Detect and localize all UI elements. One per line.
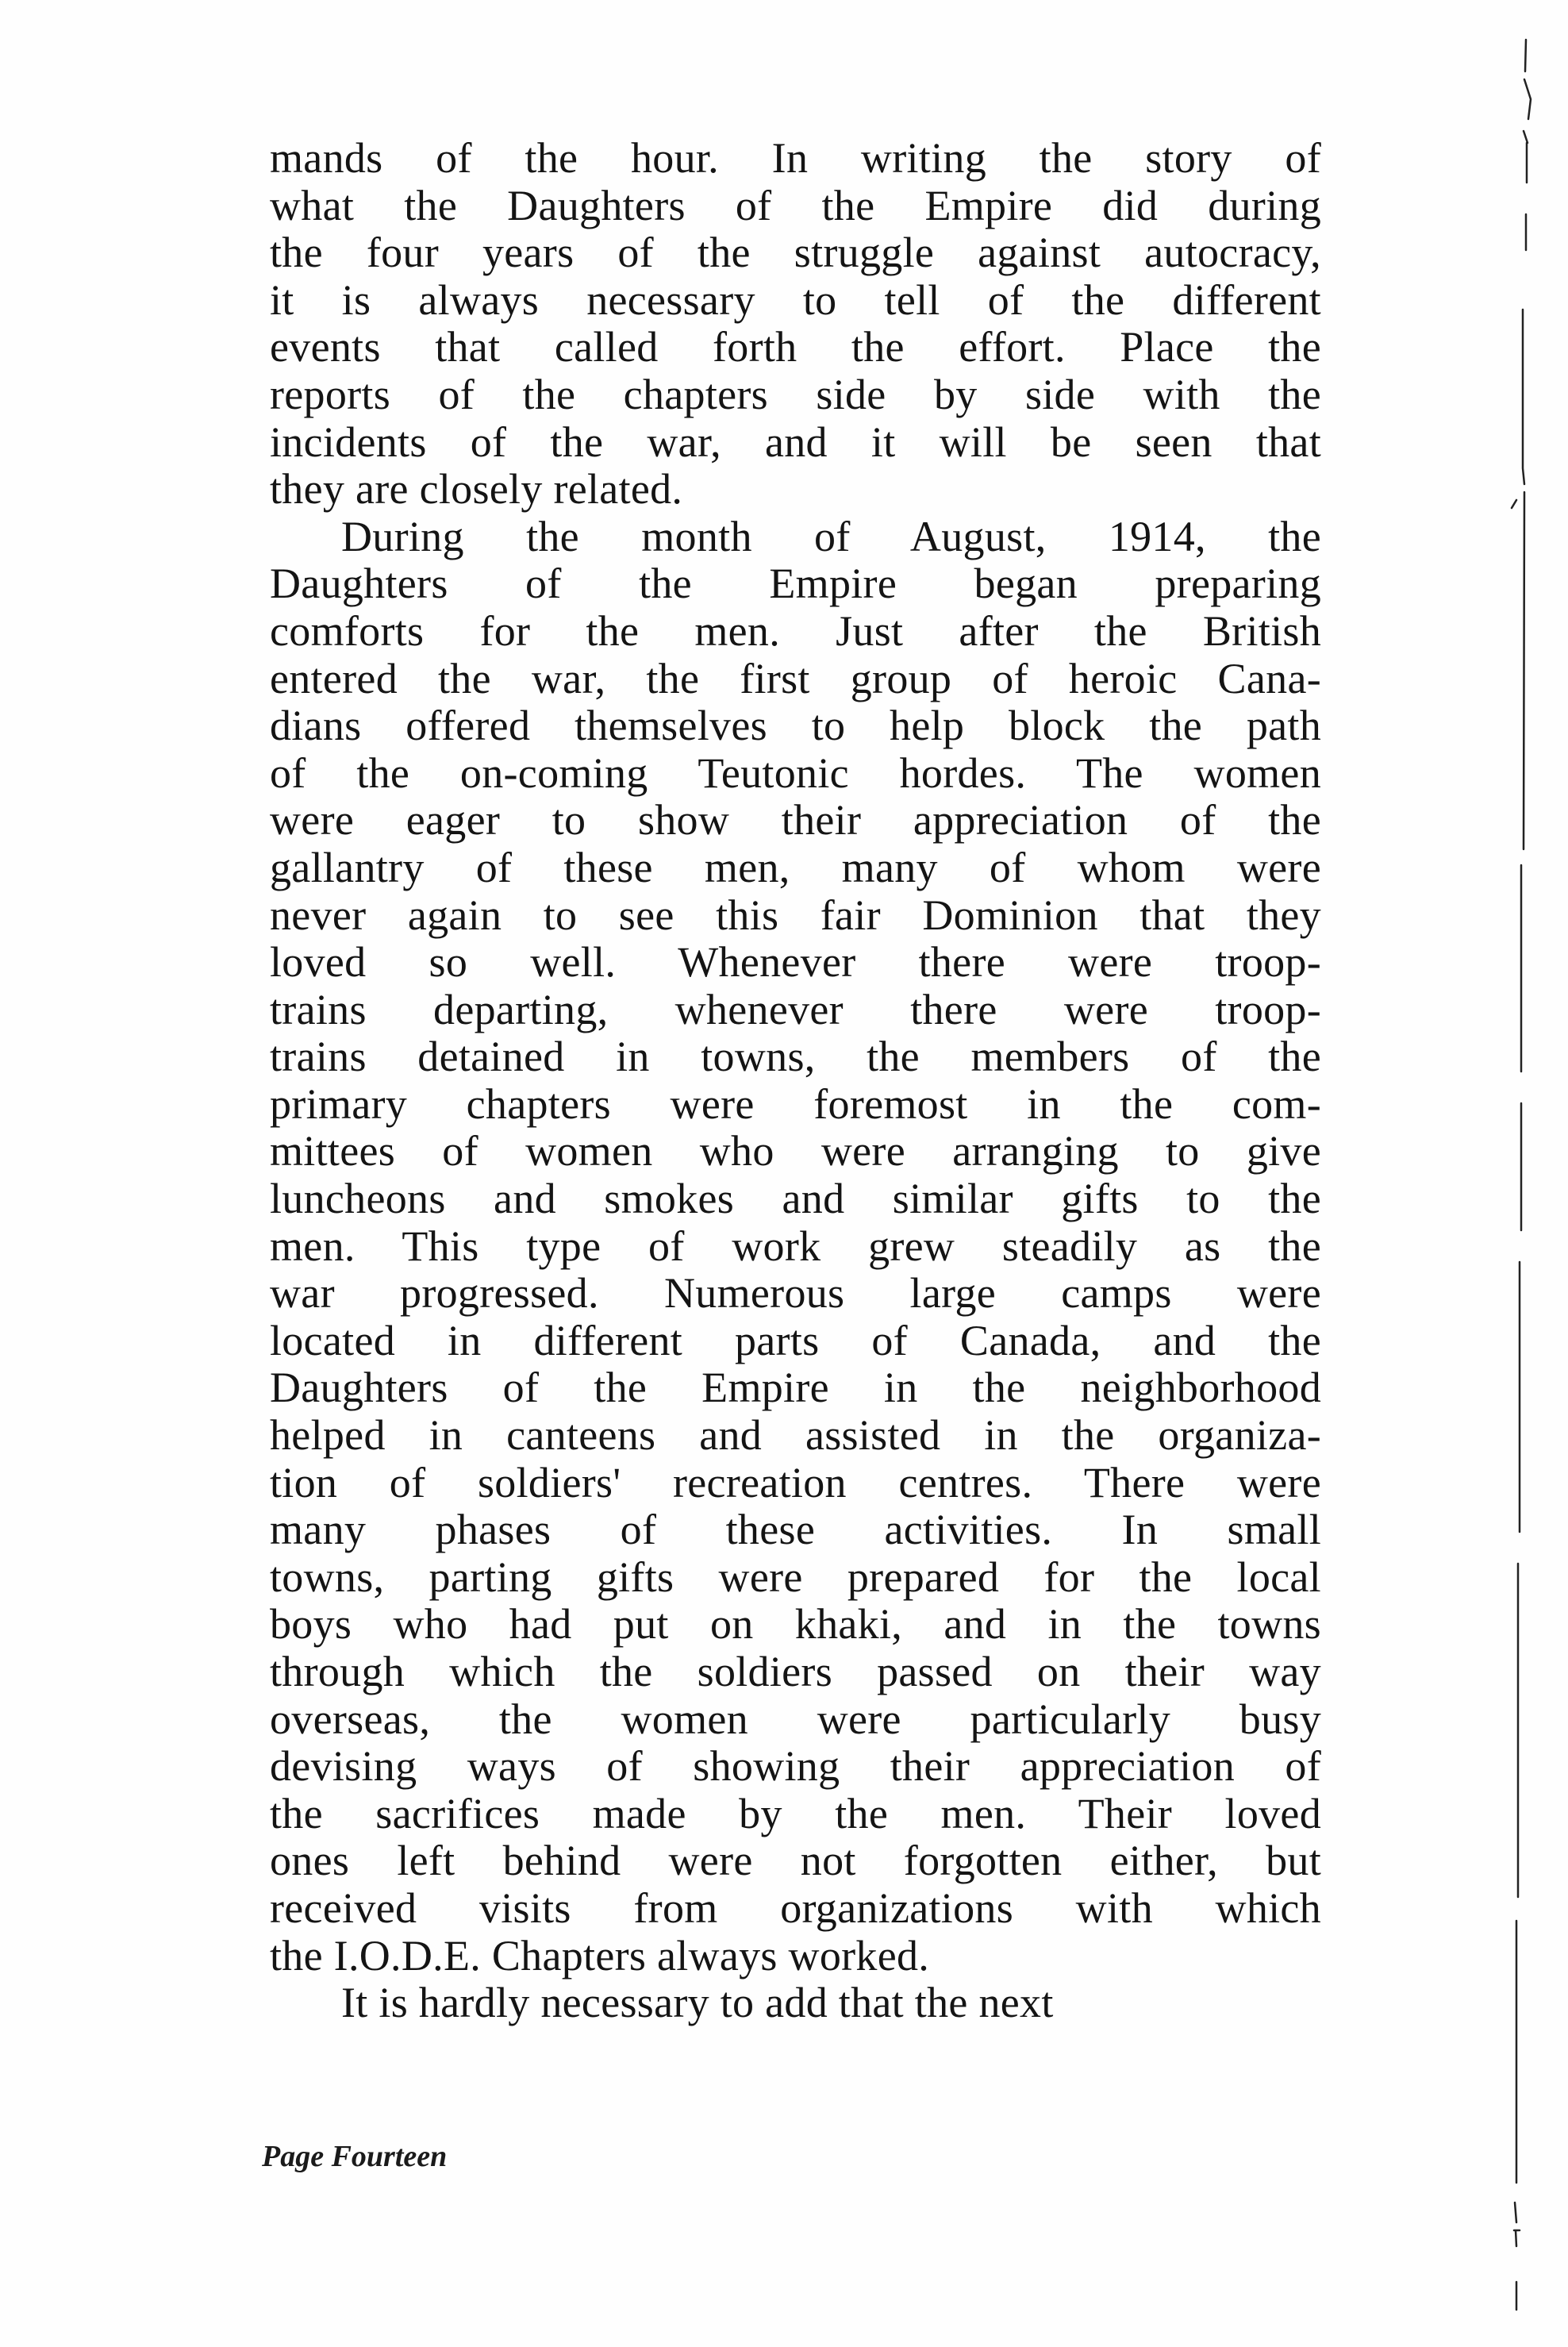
text-line: it is always necessary to tell of the different bbox=[270, 275, 1321, 324]
text-line: they are closely related. bbox=[270, 465, 683, 514]
text-line: the I.O.D.E. Chapters always worked. bbox=[270, 1931, 930, 1980]
text-line: the four years of the struggle against autocracy, bbox=[270, 229, 1321, 277]
text-line: overseas, the women were particularly busy bbox=[270, 1695, 1321, 1743]
paragraph bbox=[270, 1980, 1321, 2027]
text-line: war progressed. Numerous large camps were bbox=[270, 1269, 1321, 1318]
text-line: men. This type of work grew steadily as the bbox=[270, 1222, 1321, 1270]
text-line: of the on-coming Teutonic hordes. The women bbox=[270, 748, 1321, 797]
text-line: trains detained in towns, the members of the bbox=[270, 1033, 1321, 1081]
edge-mark bbox=[1524, 40, 1531, 143]
text-line: It is hardly necessary to add that the next bbox=[341, 1979, 1054, 2027]
paragraph bbox=[270, 135, 1321, 514]
text-line: towns, parting gifts were prepared for the local bbox=[270, 1552, 1321, 1601]
text-line: events that called forth the effort. Place the bbox=[270, 323, 1321, 371]
edge-mark bbox=[1523, 310, 1524, 484]
text-line: tion of soldiers' recreation centres. There were bbox=[270, 1458, 1321, 1506]
text-line: entered the war, the first group of heroic Cana- bbox=[270, 654, 1321, 702]
text-line: Daughters of the Empire began preparing bbox=[270, 560, 1321, 608]
text-line: what the Daughters of the Empire did during bbox=[270, 181, 1321, 229]
page-footer: Page Fourteen bbox=[262, 2140, 448, 2173]
text-line: ones left behind were not forgotten either, but bbox=[270, 1837, 1321, 1885]
text-line: During the month of August, 1914, the bbox=[341, 512, 1321, 560]
text-line: loved so well. Whenever there were troop- bbox=[270, 938, 1321, 987]
text-line: never again to see this fair Dominion that they bbox=[270, 891, 1321, 939]
text-line: helped in canteens and assisted in the organiza- bbox=[270, 1411, 1321, 1460]
text-line: primary chapters were foremost in the com- bbox=[270, 1079, 1321, 1128]
text-line: boys who had put on khaki, and in the towns bbox=[270, 1600, 1321, 1649]
text-line: the sacrifices made by the men. Their loved bbox=[270, 1789, 1321, 1837]
text-line: mands of the hour. In writing the story of bbox=[270, 134, 1321, 182]
text-line: incidents of the war, and it will be seen that bbox=[270, 417, 1321, 466]
page-binding-edge bbox=[1504, 24, 1551, 2326]
text-line: gallantry of these men, many of whom were bbox=[270, 843, 1321, 891]
text-line: devising ways of showing their appreciation of bbox=[270, 1742, 1321, 1791]
text-line: comforts for the men. Just after the British bbox=[270, 606, 1321, 655]
edge-mark bbox=[1514, 2203, 1520, 2246]
paragraph bbox=[270, 514, 1321, 1980]
text-line: mittees of women who were arranging to give bbox=[270, 1127, 1321, 1175]
text-line: many phases of these activities. In small bbox=[270, 1506, 1321, 1554]
text-line: were eager to show their appreciation of the bbox=[270, 796, 1321, 845]
text-line: dians offered themselves to help block the path bbox=[270, 702, 1321, 750]
edge-mark bbox=[1512, 492, 1524, 849]
text-line: through which the soldiers passed on their way bbox=[270, 1648, 1321, 1695]
text-line: Daughters of the Empire in the neighborhood bbox=[270, 1364, 1321, 1412]
text-line: luncheons and smokes and similar gifts to the bbox=[270, 1175, 1321, 1223]
text-line: located in different parts of Canada, and the bbox=[270, 1316, 1321, 1364]
text-line: trains departing, whenever there were troop- bbox=[270, 985, 1321, 1033]
text-line: received visits from organizations with which bbox=[270, 1883, 1321, 1932]
text-line: reports of the chapters side by side with the bbox=[270, 370, 1321, 418]
body-text bbox=[270, 135, 1321, 2027]
